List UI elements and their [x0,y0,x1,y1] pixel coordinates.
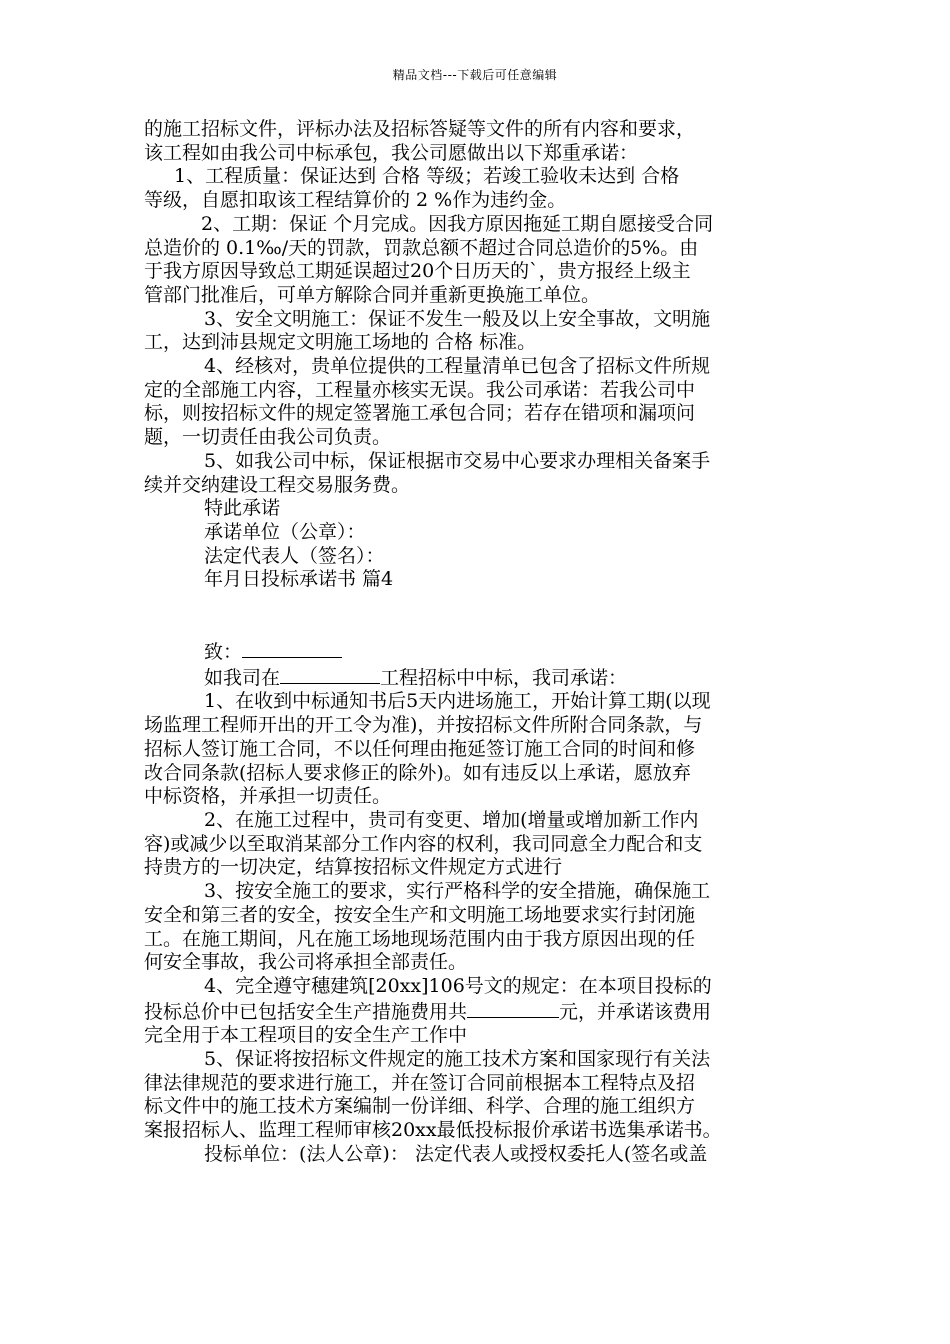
recipient-blank [242,639,342,658]
intro-text-a: 如我司在 [204,666,281,689]
paragraph-line: 于我方原因导致总工期延误超过20个日历天的`，贵方报经上级主 [144,260,691,283]
paragraph-line: 定的全部施工内容，工程量亦核实无误。我公司承诺：若我公司中 [144,378,696,401]
paragraph-line: 何安全事故，我公司将承担全部责任。 [144,951,468,974]
paragraph-line: 5、保证将按招标文件规定的施工技术方案和国家现行有关法 [204,1048,711,1071]
paragraph-line: 招标人签订施工合同，不以任何理由拖延签订施工合同的时间和修 [144,737,696,760]
paragraph-line: 标，则按招标文件的规定签署施工承包合同；若存在错项和漏项问 [144,402,696,425]
paragraph-line: 场监理工程师开出的开工令为准)，并按招标文件所附合同条款，与 [144,714,703,737]
page-header: 精品文档---下载后可任意编辑 [392,68,558,82]
paragraph-line: 中标资格，并承担一切责任。 [144,785,392,808]
intro-line [144,665,814,691]
paragraph-line: 容)或减少以至取消某部分工作内容的权利，我司同意全力配合和支 [144,832,703,855]
paragraph-line: 1、在收到中标通知书后5天内进场施工，开始计算工期(以现 [204,690,711,713]
signature-line: 投标单位：(法人公章)： 法定代表人或授权委托人(签名或盖 [204,1142,708,1165]
paragraph-line: 4、完全遵守穗建筑[20xx]106号文的规定：在本项目投标的 [204,974,712,997]
project-name-blank [280,665,380,684]
closing-line: 特此承诺 [204,497,281,520]
paragraph-line: 标文件中的施工技术方案编制一份详细、科学、合理的施工组织方 [144,1095,696,1118]
intro-text-b: 工程招标中中标，我司承诺： [380,666,628,689]
paragraph-line: 管部门批准后，可单方解除合同并重新更换施工单位。 [144,283,601,306]
signature-rep-line: 法定代表人（签名）： [204,544,385,567]
paragraph-line: 4、经核对，贵单位提供的工程量清单已包含了招标文件所规 [204,355,711,378]
paragraph-line: 律法律规范的要求进行施工，并在签订合同前根据本工程特点及招 [144,1071,696,1094]
paragraph-line: 3、按安全施工的要求，实行严格科学的安全措施，确保施工 [204,880,711,903]
fee-amount-blank [467,999,559,1018]
paragraph-line: 安全和第三者的安全，按安全生产和文明施工场地要求实行封闭施 [144,903,696,926]
paragraph-line: 完全用于本工程项目的安全生产工作中 [144,1024,468,1047]
paragraph-line: 案报招标人、监理工程师审核20xx最低投标报价承诺书选集承诺书。 [144,1119,722,1142]
paragraph-line: 该工程如由我公司中标承包，我公司愿做出以下郑重承诺： [144,141,639,164]
paragraph-line: 持贵方的一切决定，结算按招标文件规定方式进行 [144,856,563,879]
recipient-line [144,639,814,665]
paragraph-line [144,999,814,1025]
paragraph-line: 的施工招标文件，评标办法及招标答疑等文件的所有内容和要求， [144,118,696,140]
signature-unit-line: 承诺单位（公章）： [204,520,366,543]
paragraph-line: 1、工程质量：保证达到 合格 等级；若竣工验收未达到 合格 [174,165,680,188]
paragraph-line: 等级，自愿扣取该工程结算价的 2 %作为违约金。 [144,189,567,212]
fee-text-a: 投标总价中已包括安全生产措施费用共 [144,1000,468,1023]
recipient-label: 致： [204,641,243,664]
fee-text-b: 元，并承诺该费用 [559,1000,712,1023]
section-gap [144,592,814,639]
paragraph-line: 工。在施工期间，凡在施工场地现场范围内由于我方原因出现的任 [144,927,696,950]
paragraph-line: 3、安全文明施工：保证不发生一般及以上安全事故，文明施 [204,307,711,330]
paragraph-line: 2、在施工过程中，贵司有变更、增加(增量或增加新工作内 [204,808,699,831]
paragraph-line: 工，达到沛县规定文明施工场地的 合格 标准。 [144,331,537,354]
paragraph-line: 5、如我公司中标，保证根据市交易中心要求办理相关备案手 [204,449,711,472]
paragraph-line: 续并交纳建设工程交易服务费。 [144,473,411,496]
section-title-line: 年月日投标承诺书 篇4 [204,568,394,591]
paragraph-line: 题，一切责任由我公司负责。 [144,426,392,449]
paragraph-line: 改合同条款(招标人要求修正的除外)。如有违反以上承诺，愿放弃 [144,761,691,784]
paragraph-line: 总造价的 0.1‰/天的罚款，罚款总额不超过合同总造价的5%。由 [144,236,699,259]
paragraph-line: 2、工期：保证 个月完成。因我方原因拖延工期自愿接受合同 [201,212,714,235]
document-body [144,118,814,1167]
